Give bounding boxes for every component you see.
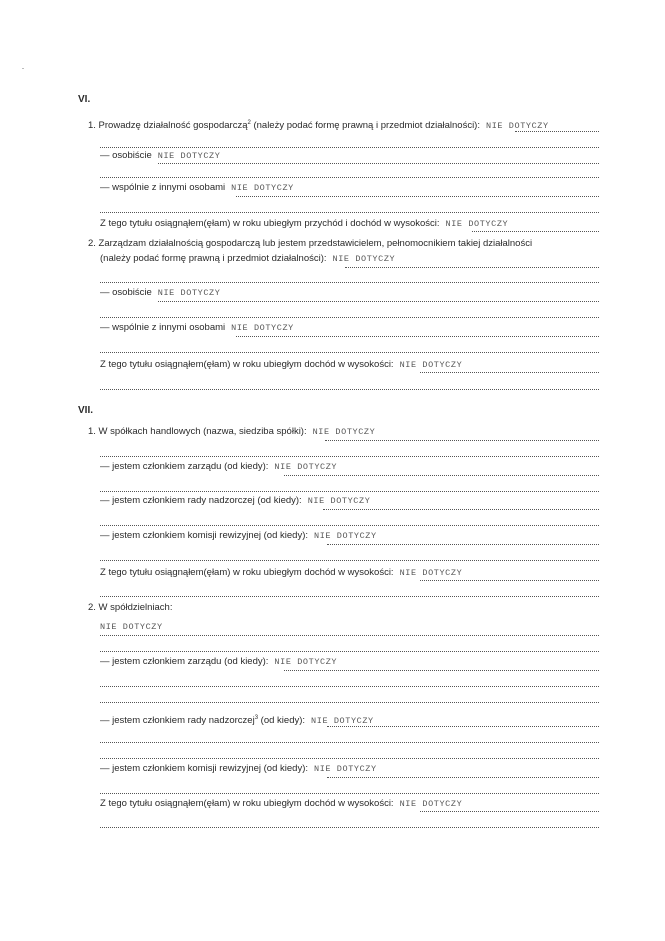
- vi-p2-heading-b: (należy podać formę prawną i przedmiot działalności): NIE DOTYCZY: [100, 253, 396, 264]
- answer-line: [515, 131, 599, 132]
- answer-line: [472, 231, 599, 232]
- answer-line: [323, 509, 599, 510]
- answer-line: [325, 440, 599, 441]
- answer-line: [100, 282, 599, 283]
- answer-line: [100, 147, 599, 148]
- vii-p2-heading: 2. W spółdzielniach:: [88, 602, 173, 613]
- answer-line: [100, 352, 599, 353]
- answer-line: [284, 670, 599, 671]
- answer-line: [100, 742, 599, 743]
- answer-line: [327, 726, 599, 727]
- vii-p1-dochod: Z tego tytułu osiągnąłem(ęłam) w roku ubiegłym dochód w wysokości: NIE DOTYCZY: [100, 567, 463, 578]
- vi-p2-osobiscie: — osobiście NIE DOTYCZY: [100, 287, 221, 298]
- vii-p2-komisja: — jestem członkiem komisji rewizyjnej (od kiedy): NIE DOTYCZY: [100, 763, 377, 774]
- answer-line: [158, 301, 599, 302]
- vii-p2-answer: NIE DOTYCZY: [100, 622, 163, 632]
- vi-p1-osobiscie: — osobiście NIE DOTYCZY: [100, 150, 221, 161]
- answer-line: [100, 635, 599, 636]
- vii-p2-rada: — jestem członkiem rady nadzorczej$^3$ (od kiedy): NIE DOTYCZY: [100, 715, 374, 727]
- answer-line: [420, 811, 599, 812]
- answer-line: [100, 596, 599, 597]
- vi-p2-heading-a: 2. Zarządzam działalnością gospodarczą lub jestem przedstawicielem, pełnomocnikiem takiej działalności: [88, 238, 533, 249]
- answer-line: [158, 163, 599, 164]
- section-vi-label: VI.: [78, 94, 91, 105]
- vi-p2-dochod: Z tego tytułu osiągnąłem(ęłam) w roku ubiegłym dochód w wysokości: NIE DOTYCZY: [100, 359, 463, 370]
- vii-p2-dochod: Z tego tytułu osiągnąłem(ęłam) w roku ubiegłym dochód w wysokości: NIE DOTYCZY: [100, 798, 463, 809]
- answer-line: [345, 267, 599, 268]
- vi-p1-answer: NIE DOTYCZY: [486, 121, 549, 132]
- answer-line: [100, 389, 599, 390]
- scan-speck: [22, 68, 24, 69]
- answer-line: [100, 758, 599, 759]
- vii-p2-zarzad: — jestem członkiem zarządu (od kiedy): NIE DOTYCZY: [100, 656, 338, 667]
- answer-line: [100, 317, 599, 318]
- answer-line: [100, 560, 599, 561]
- vi-p2-wspolnie: — wspólnie z innymi osobami NIE DOTYCZY: [100, 322, 294, 333]
- answer-line: [327, 544, 599, 545]
- answer-line: [100, 686, 599, 687]
- vi-p1-dochod: Z tego tytułu osiągnąłem(ęłam) w roku ubiegłym przychód i dochód w wysokości: NIE DOTYCZY: [100, 218, 509, 229]
- answer-line: [100, 651, 599, 652]
- answer-line: [100, 793, 599, 794]
- answer-line: [100, 525, 599, 526]
- vi-p1-wspolnie: — wspólnie z innymi osobami NIE DOTYCZY: [100, 182, 294, 193]
- vii-p1-rada: — jestem członkiem rady nadzorczej (od kiedy): NIE DOTYCZY: [100, 495, 371, 506]
- answer-line: [284, 475, 599, 476]
- answer-line: [100, 491, 599, 492]
- vii-p1-heading: 1. W spółkach handlowych (nazwa, siedziba spółki): NIE DOTYCZY: [88, 426, 376, 437]
- answer-line: [100, 702, 599, 703]
- vi-p1-heading: 1. Prowadzę działalność gospodarczą$^2$ (należy podać formę prawną i przedmiot działalności): NIE DOTYCZY: [88, 120, 549, 132]
- vii-p1-komisja: — jestem członkiem komisji rewizyjnej (od kiedy): NIE DOTYCZY: [100, 530, 377, 541]
- answer-line: [100, 456, 599, 457]
- answer-line: [100, 177, 599, 178]
- vii-p1-zarzad: — jestem członkiem zarządu (od kiedy): NIE DOTYCZY: [100, 461, 338, 472]
- answer-line: [236, 336, 599, 337]
- section-vii-label: VII.: [78, 405, 94, 416]
- answer-line: [420, 372, 599, 373]
- answer-line: [327, 777, 599, 778]
- answer-line: [100, 212, 599, 213]
- answer-line: [420, 580, 599, 581]
- answer-line: [100, 827, 599, 828]
- answer-line: [236, 196, 599, 197]
